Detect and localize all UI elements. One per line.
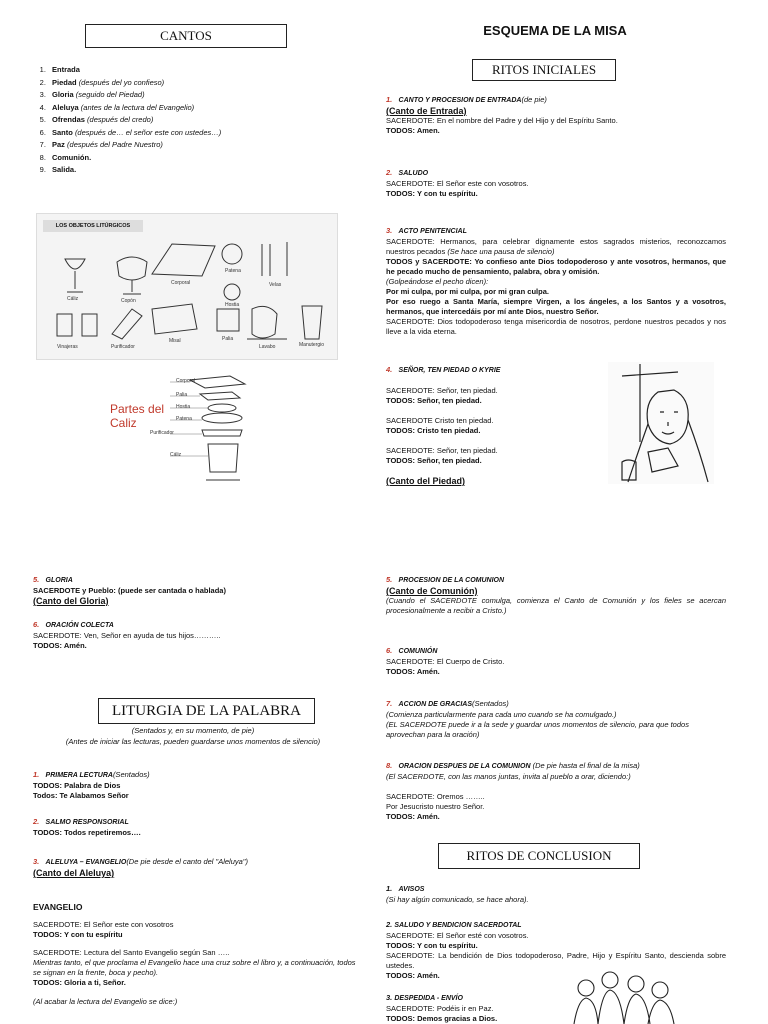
paten-icon bbox=[222, 244, 242, 264]
canto-item: 3. Gloria (seguido del Piedad) bbox=[48, 89, 360, 102]
canto-item: 7. Paz (después del Padre Nuestro) bbox=[48, 139, 360, 152]
partes-title-1: Partes del bbox=[110, 402, 165, 416]
canto-piedad: (Canto del Piedad) bbox=[386, 476, 466, 486]
ritos-iniciales-title: RITOS INICIALES bbox=[472, 59, 616, 81]
liturgia-title: LITURGIA DE LA PALABRA bbox=[98, 698, 315, 724]
chalice-parts-drawing bbox=[170, 372, 270, 492]
section-primera-lectura: 1. PRIMERA LECTURA(Sentados) TODOS: Palabra de Dios Todos: Te Alabamos Señor bbox=[33, 770, 150, 800]
people-group-image bbox=[568, 966, 678, 1024]
missal-icon bbox=[152, 304, 197, 334]
manuterge-icon bbox=[302, 306, 322, 339]
liturgia-sub1: (Sentados y, en su momento, de pie) bbox=[131, 726, 255, 735]
partes-caliz-image bbox=[100, 372, 270, 492]
corporal-icon bbox=[152, 244, 215, 276]
canto-item: 4. Aleluya (antes de la lectura del Evangelio) bbox=[48, 102, 360, 115]
label-copon: Copón bbox=[121, 298, 136, 304]
parte-corporal: Corporal bbox=[176, 378, 196, 384]
label-corporal: Corporal bbox=[171, 280, 191, 286]
host-icon bbox=[224, 284, 240, 300]
label-purificador: Purificador bbox=[111, 344, 135, 350]
partes-title-2: Caliz bbox=[110, 416, 137, 430]
label-patena: Patena bbox=[225, 268, 241, 274]
ciborium-icon bbox=[117, 257, 147, 294]
section-bendicion: 2. SALUDO Y BENDICION SACERDOTAL SACERDOTE: El Señor esté con vosotros. TODOS: Y con tu espíritu. SACERDOTE: La bendición de Dios todopoderoso, Padre, Hijo y Espíritu Santo, descienda sobre ustedes. TODOS: Amén. bbox=[386, 920, 726, 980]
canto-aleluya: (Canto del Aleluya) bbox=[33, 868, 115, 878]
label-palia: Palia bbox=[222, 336, 234, 342]
section-comunion: 6. COMUNIÓN SACERDOTE: El Cuerpo de Cristo. TODOS: Amén. bbox=[386, 646, 505, 676]
canto-item: 5. Ofrendas (después del credo) bbox=[48, 114, 360, 127]
liturgical-objects-drawing bbox=[37, 214, 337, 359]
section-despedida: 3. DESPEDIDA - ENVÍO SACERDOTE: Podéis ir en Paz. TODOS: Demos gracias a Dios. bbox=[386, 993, 498, 1023]
gloria-title: GLORIA bbox=[45, 577, 73, 584]
label-misal: Misal bbox=[169, 338, 181, 344]
lavabo-icon bbox=[247, 306, 287, 339]
label-lavabo: Lavabo bbox=[259, 344, 276, 350]
candles-icon bbox=[262, 242, 287, 276]
page-title: ESQUEMA DE LA MISA bbox=[483, 23, 627, 38]
canto-item: 8. Comunión. bbox=[48, 152, 360, 165]
parte-patena: Patena bbox=[176, 416, 192, 422]
liturgia-sub2: (Antes de iniciar las lecturas, pueden guardarse unos momentos de silencio) bbox=[65, 737, 321, 746]
cruets-icon bbox=[57, 314, 97, 336]
section-gloria: 5. GLORIA SACERDOTE y Pueblo: (puede ser cantada o hablada) (Canto del Gloria) bbox=[33, 575, 353, 606]
section-acto-penitencial: 3. ACTO PENITENCIAL SACERDOTE: Hermanos, para celebrar dignamente estos sagrados misterios, reconozcamos nuestros pecados (Se hace una pausa de silencio) TODOS y SACERDOTE: Yo confieso ante Dios todopoderoso y ante vosotros, hermanos, que he pecado mucho de pensamiento, palabra, obra y omisión. (Golpeándose el pecho dicen): Por mi culpa, por mi culpa, por mi gran culpa. Por eso ruego a Santa María, siempre Virgen, a los ángeles, a los Santos y a vosotros, hermanos, que intercedáis por mí ante Dios, nuestro Señor. SACERDOTE: Dios todopoderoso tenga misericordia de nosotros, perdone nuestros pecados y nos lleve a la vida eterna. bbox=[386, 226, 726, 336]
section-procesion-comunion: 5. PROCESION DE LA COMUNION (Canto de Comunión) (Cuando el SACERDOTE comulga, comienza el Canto de Comunión y los fieles se acercan procesionalmente a recibir a Cristo.) bbox=[386, 575, 726, 615]
section-saludo: 2. SALUDO SACERDOTE: El Señor este con vosotros. TODOS: Y con tu espíritu. bbox=[386, 168, 529, 198]
jesus-with-cross-image bbox=[608, 362, 714, 484]
section-oracion-despues: 8. ORACION DESPUES DE LA COMUNION (De pie hasta el final de la misa) (El SACERDOTE, con las manos juntas, invita al pueblo a orar, diciendo:) SACERDOTE: Oremos …….. Por Jesucristo nuestro Señor. TODOS: Amén. bbox=[386, 761, 640, 821]
canto-item: 6. Santo (después de… el señor este con ustedes…) bbox=[48, 127, 360, 140]
section-accion-gracias: 7. ACCION DE GRACIAS(Sentados) (Comienza particularmente para cada uno cuando se ha comulgado.) (EL SACERDOTE puede ir a la sede y guardar unos momentos de silencio, para que todos aprovechan para la oración) bbox=[386, 699, 689, 739]
canto-entrada: (Canto de Entrada) bbox=[386, 106, 467, 116]
cantos-title: CANTOS bbox=[85, 24, 287, 48]
label-hostia: Hostia bbox=[225, 302, 240, 308]
label-velas: Velas bbox=[269, 282, 282, 288]
label-manutergio: Manutergio bbox=[299, 342, 325, 348]
section-salmo: 2. SALMO RESPONSORIAL TODOS: Todos repetiremos…. bbox=[33, 817, 141, 837]
canto-gloria: (Canto del Gloria) bbox=[33, 596, 109, 606]
ritos-conclusion-title: RITOS DE CONCLUSION bbox=[438, 843, 640, 869]
label-caliz: Cáliz bbox=[67, 296, 79, 302]
objetos-title: LOS OBJETOS LITÚRGICOS bbox=[43, 220, 143, 232]
canto-item: 2. Piedad (después del yo confieso) bbox=[48, 77, 360, 90]
label-vinajeras: Vinajeras bbox=[57, 344, 78, 350]
liturgical-objects-image bbox=[36, 213, 338, 360]
purificator-icon bbox=[112, 309, 142, 339]
canto-item: 9. Salida. bbox=[48, 164, 360, 177]
parte-hostia: Hostia bbox=[176, 404, 191, 410]
pall-icon bbox=[217, 309, 239, 331]
parte-purificador: Purificador bbox=[150, 430, 174, 436]
section-avisos: 1. AVISOS (Si hay algún comunicado, se hace ahora). bbox=[386, 884, 529, 904]
canto-comunion: (Canto de Comunión) bbox=[386, 586, 478, 596]
parte-caliz: Cáliz bbox=[170, 452, 182, 458]
section-evangelio: EVANGELIO SACERDOTE: El Señor este con vosotros TODOS: Y con tu espíritu SACERDOTE: Lectura del Santo Evangelio según San ….. Mientras tanto, el que proclama el Evangelio hace una cruz sobre el libro y, a continuación, todos se signan en la frente, boca y pecho). TODOS: Gloria a ti, Señor. (Al acabar la lectura del Evangelio se dice:) bbox=[33, 902, 356, 1006]
section-kyrie: 4. SEÑOR, TEN PIEDAD O KYRIE SACERDOTE: Señor, ten piedad. TODOS: Señor, ten piedad. SACERDOTE Cristo ten piedad. TODOS: Cristo ten piedad. SACERDOTE: Señor, ten piedad. TODOS: Señor, ten piedad. (Canto del Piedad) bbox=[386, 365, 606, 486]
canto-item: 1. Entrada bbox=[48, 64, 360, 77]
chalice-icon bbox=[65, 259, 85, 292]
section-entrada: 1. CANTO Y PROCESION DE ENTRADA(de pie) (Canto de Entrada) SACERDOTE: En el nombre del Padre y del Hijo y del Espíritu Santo. TODOS: Amen. bbox=[386, 95, 726, 136]
section-colecta: 6. ORACIÓN COLECTA SACERDOTE: Ven, Señor en ayuda de tus hijos……….. TODOS: Amén. bbox=[33, 620, 221, 650]
parte-palia: Palia bbox=[176, 392, 188, 398]
section-aleluya: 3. ALELUYA – EVANGELIO(De pie desde el canto del "Aleluya") (Canto del Aleluya) bbox=[33, 857, 363, 878]
cantos-list bbox=[30, 64, 360, 177]
